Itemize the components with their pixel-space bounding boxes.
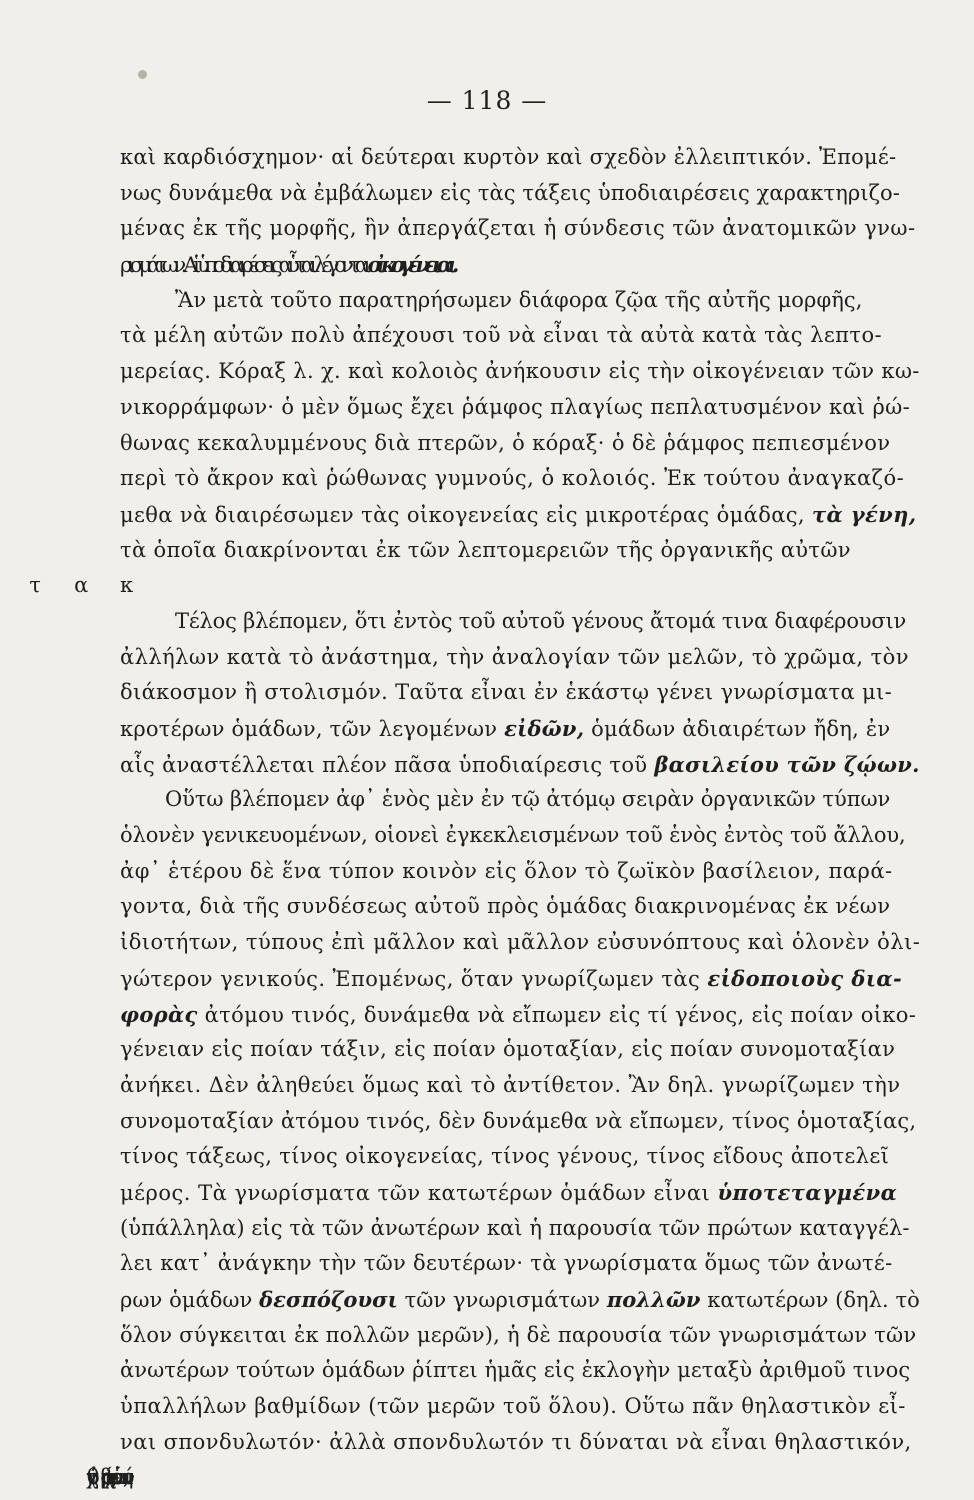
text-segment: θωνας κεκαλυμμένους διὰ πτερῶν, ὁ κόραξ· ὁ δὲ ῥάμφος πεπιεσμένον: [120, 430, 891, 455]
text-line: [120, 1282, 926, 1318]
text-segment: Τέλος βλέπομεν, ὅτι ἐντὸς τοῦ αὐτοῦ γένους ἄτομά τινα διαφέρουσιν: [175, 608, 907, 633]
page-number: — 118 —: [426, 86, 548, 115]
text-segment: διάκοσμον ἢ στολισμόν. Ταῦτα εἶναι ἐν ἑκάστῳ γένει γνωρίσματα μι-: [120, 680, 893, 705]
text-line: [120, 211, 926, 247]
emphasized-term: τὰ γένη,: [812, 501, 917, 527]
emphasized-term: εἰδοποιοὺς δια-: [707, 965, 903, 991]
text-line: [120, 533, 926, 569]
text-segment: μερείας. Κόραξ λ. χ. καὶ κολοιὸς ἀνήκουσιν εἰς τὴν οἰκογένειαν τῶν κω-: [120, 359, 920, 384]
text-segment: γοντα, διὰ τῆς συνδέσεως αὐτοῦ πρὸς ὁμάδας διακρινομένας ἐκ νέων: [120, 894, 891, 919]
text-segment: Οὕτω βλέπομεν ἀφ᾽ ἑνὸς μὲν ἐν τῷ ἀτόμῳ σειρὰν ὀργανικῶν τύπων: [165, 787, 891, 812]
text-segment: ρων ὁμάδων: [120, 1288, 260, 1312]
text-segment: περὶ τὸ ἄκρον καὶ ῥώθωνας γυμνούς, ὁ κολοιός. Ἐκ τούτου ἀναγκαζό-: [120, 466, 905, 491]
text-segment: νικορράμφων· ὁ μὲν ὅμως ἔχει ῥάμφος πλαγίως πεπλατυσμένον καὶ ῥώ-: [120, 394, 910, 419]
text-segment: κροτέρων ὁμάδων, τῶν λεγομένων: [120, 717, 505, 741]
text-line: [120, 925, 926, 961]
text-segment: ὁμάδων ἀδιαιρέτων ἤδη, ἐν: [584, 717, 891, 741]
emphasized-term: ὑποτεταγμένα: [717, 1179, 898, 1205]
text-segment: γένειαν εἰς ποίαν τάξιν, εἰς ποίαν ὁμοταξίαν, εἰς ποίαν συνομοταξίαν: [120, 1037, 896, 1062]
text-line: [120, 1068, 926, 1104]
text-segment: ὁλονὲν γενικευομένων, οἱονεὶ ἐγκεκλεισμένων τοῦ ἑνὸς ἐντὸς τοῦ ἄλλου,: [120, 823, 906, 848]
text-segment: ὅλον σύγκειται ἐκ πολλῶν μερῶν), ἡ δὲ παρουσία τῶν γνωρισμάτων τῶν: [120, 1322, 917, 1347]
text-line: [120, 997, 926, 1033]
text-line: [120, 604, 926, 640]
text-segment: ἀτόμου τινός, δυνάμεθα νὰ εἴπωμεν εἰς τί γένος, εἰς ποίαν οἰκο-: [197, 1002, 917, 1027]
text-segment: ρισμάτων. Αἱ ὑποδιαιρέσεις αὗται λέγονται: [120, 253, 368, 278]
text-segment: ἀφ᾽ ἑτέρου δὲ ἕνα τύπον κοινὸν εἰς ὅλον τὸ ζωϊκὸν βασίλειον, παρά-: [120, 858, 893, 883]
body-text: [120, 140, 926, 1496]
text-line: [120, 1175, 926, 1211]
text-line: [120, 1318, 926, 1354]
text-line: [120, 247, 926, 283]
text-segment: ὑπαλλήλων βαθμίδων (τῶν μερῶν τοῦ ὅλου). Οὕτω πᾶν θηλαστικὸν εἶ-: [120, 1394, 906, 1419]
text-line: [120, 711, 926, 747]
text-segment: μένας ἐκ τῆς μορφῆς, ἣν ἀπεργάζεται ἡ σύνδεσις τῶν ἀνατομικῶν γνω-: [120, 216, 916, 241]
text-segment: κατωτέρων (δηλ. τὸ: [700, 1288, 920, 1312]
text-segment: καὶ καρδιόσχημον· αἱ δεύτεραι κυρτὸν καὶ σχεδὸν ἐλλειπτικόν. Ἐπομέ-: [120, 145, 897, 169]
text-line: [120, 354, 926, 390]
text-segment: Ἂν μετὰ τοῦτο παρατηρήσωμεν διάφορα ζῷα τῆς αὐτῆς μορφῆς,: [175, 287, 863, 312]
text-line: [120, 675, 926, 711]
text-line: [120, 318, 926, 354]
text-line: [120, 782, 926, 818]
text-line: [120, 1460, 926, 1496]
text-segment: μέρος. Τὰ γνωρίσματα τῶν κατωτέρων ὁμάδων εἶναι: [120, 1180, 718, 1205]
text-line: [120, 1032, 926, 1068]
emphasized-term: πολλῶν: [606, 1287, 701, 1312]
text-segment: ναι σπονδυλωτόν· ἀλλὰ σπονδυλωτόν τι δύναται νὰ εἶναι θηλαστικόν,: [120, 1429, 912, 1454]
text-segment: συνομοταξίαν ἀτόμου τινός, δὲν δυνάμεθα νὰ εἴπωμεν, τίνος ὁμοταξίας,: [120, 1108, 917, 1133]
text-segment: αἷς ἀναστέλλεται πλέον πᾶσα ὑποδιαίρεσις τοῦ: [120, 752, 655, 777]
text-segment: ἀνήκει. Δὲν ἀληθεύει ὅμως καὶ τὸ ἀντίθετον. Ἂν δηλ. γνωρίζωμεν τὴν: [120, 1072, 901, 1097]
text-segment: γώτερον γενικούς. Ἐπομένως, ὅταν γνωρίζωμεν τὰς: [120, 966, 708, 991]
text-line: [120, 1389, 926, 1425]
text-line: [120, 854, 926, 890]
text-line: [120, 1425, 926, 1461]
text-segment: τὰ μέλη αὐτῶν πολὺ ἀπέχουσι τοῦ νὰ εἶναι τὰ αὐτὰ κατὰ τὰς λεπτο-: [120, 323, 883, 348]
text-line: [120, 1246, 926, 1282]
text-line: [120, 461, 926, 497]
text-line: [120, 1211, 926, 1247]
text-line: [120, 390, 926, 426]
emphasized-term: βασιλείου τῶν ζῴων.: [654, 751, 920, 777]
text-line: [120, 283, 926, 319]
text-segment: ἀνωτέρων τούτων ὁμάδων ῥίπτει ἡμᾶς εἰς ἐκλογὴν μεταξὺ ἀριθμοῦ τινος: [120, 1358, 911, 1383]
text-segment: ἀλλήλων κατὰ τὸ ἀνάστημα, τὴν ἀναλογίαν τῶν μελῶν, τὸ χρῶμα, τὸν: [120, 644, 909, 669]
text-line: [120, 568, 926, 604]
text-line: [120, 640, 926, 676]
ink-spot: [138, 70, 147, 79]
text-line: [120, 818, 926, 854]
text-line: [120, 426, 926, 462]
text-line: [120, 1353, 926, 1389]
text-segment: μεθα νὰ διαιρέσωμεν τὰς οἰκογενείας εἰς μικροτέρας ὁμάδας,: [120, 502, 813, 527]
text-segment: λει κατ᾽ ἀνάγκην τὴν τῶν δευτέρων· τὰ γνωρίσματα ὅμως τῶν ἀνωτέ-: [120, 1251, 893, 1276]
text-segment: νως δυνάμεθα νὰ ἐμβάλωμεν εἰς τὰς τάξεις ὑποδιαιρέσεις χαρακτηριζο-: [120, 180, 900, 205]
text-segment: τῶν γνωρισμάτων: [397, 1288, 607, 1312]
emphasized-term: οἰκογένειαι.: [367, 252, 454, 278]
text-segment: τὰ ὁποῖα διακρίνονται ἐκ τῶν λεπτομερειῶν τῆς ὀργανικῆς αὐτῶν: [120, 537, 851, 562]
text-line: [120, 1104, 926, 1140]
text-line: [120, 747, 926, 783]
text-line: [120, 961, 926, 997]
emphasized-term: φορὰς: [120, 1001, 198, 1027]
text-segment: ἰδιοτήτων, τύπους ἐπὶ μᾶλλον καὶ μᾶλλον εὐσυνόπτους καὶ ὁλονὲν ὀλι-: [120, 930, 921, 955]
text-segment: τίνος τάξεως, τίνος οἰκογενείας, τίνος γένους, τίνος εἴδους ἀποτελεῖ: [120, 1144, 890, 1169]
text-line: [120, 497, 926, 533]
text-line: [120, 176, 926, 212]
text-line: [120, 1139, 926, 1175]
text-segment: (ὑπάλληλα) εἰς τὰ τῶν ἀνωτέρων καὶ ἡ παρουσία τῶν πρώτων καταγγέλ-: [120, 1215, 910, 1240]
text-line: [120, 889, 926, 925]
emphasized-term: εἰδῶν,: [504, 716, 585, 741]
emphasized-term: δεσπόζουσι: [259, 1287, 398, 1312]
text-line: [120, 140, 926, 176]
